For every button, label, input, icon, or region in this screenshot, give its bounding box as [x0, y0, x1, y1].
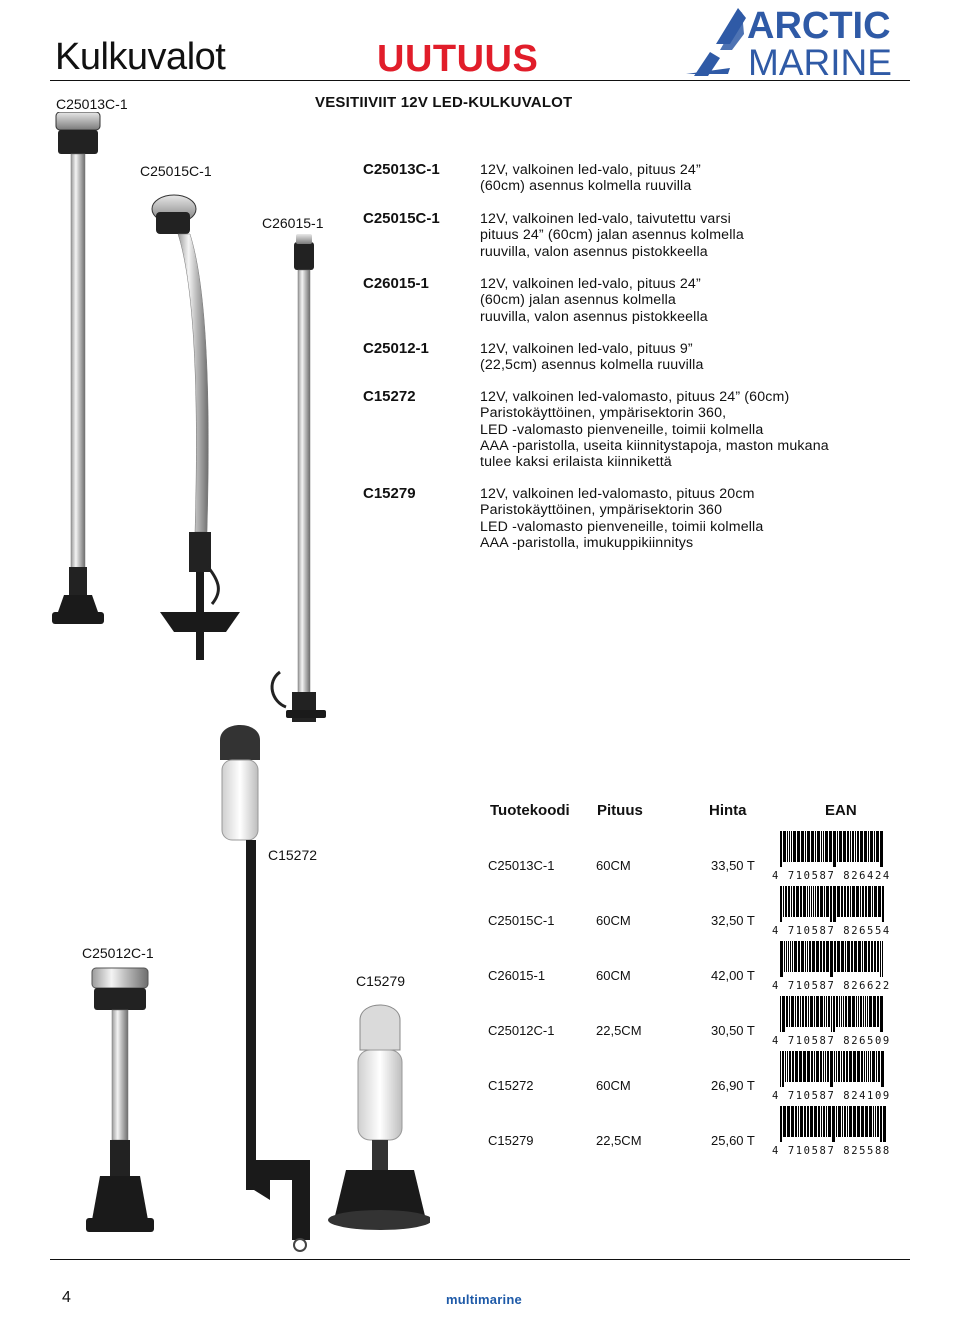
- barcode-bar: [823, 1106, 825, 1137]
- barcode-bar: [787, 1051, 788, 1082]
- barcode-bar: [843, 996, 844, 1027]
- barcode-bar: [841, 886, 843, 917]
- barcode-bar: [834, 1051, 835, 1082]
- barcode-bar: [843, 831, 846, 862]
- barcode-bar: [801, 831, 804, 862]
- barcode-bar: [786, 941, 787, 972]
- barcode-bar: [867, 996, 868, 1027]
- product-description: [480, 341, 704, 374]
- barcode-bar: [846, 1051, 848, 1082]
- barcode-bar: [864, 1051, 865, 1082]
- barcode-bar: [789, 996, 790, 1027]
- ean-barcode-icon: [776, 886, 888, 924]
- barcode-bar: [872, 886, 873, 917]
- barcode-bar: [807, 1051, 810, 1082]
- description-line: LED -valomasto pienveneille, toimii kolmella: [480, 421, 764, 438]
- description-line: (22,5cm) asennus kolmella ruuvilla: [480, 357, 704, 374]
- barcode-bar: [814, 1051, 815, 1082]
- barcode-bar: [818, 1106, 820, 1137]
- barcode-bar: [844, 886, 846, 917]
- barcode-bar: [816, 996, 819, 1027]
- barcode-bar: [830, 941, 833, 977]
- barcode-bar: [807, 831, 810, 862]
- barcode-bar: [844, 1106, 846, 1137]
- ean-number: 4 710587 826554: [772, 925, 891, 937]
- barcode-bar: [798, 941, 800, 972]
- barcode-bar: [861, 1106, 864, 1137]
- description-line: Paristokäyttöinen, ympärisektorin 360: [480, 502, 723, 519]
- short-pole-light-c25012c: [86, 968, 154, 1232]
- barcode-bar: [841, 996, 842, 1027]
- barcode-bar: [785, 886, 787, 917]
- row-price: 42,00 T: [711, 968, 755, 983]
- barcode-bar: [857, 831, 859, 862]
- barcode-bar: [783, 831, 786, 862]
- barcode-bar: [877, 996, 879, 1027]
- description-line: (60cm) jalan asennus kolmella: [480, 292, 676, 309]
- barcode-bar: [804, 1106, 806, 1137]
- barcode-bar: [860, 996, 862, 1027]
- barcode-bar: [836, 1051, 837, 1082]
- ean-number: 4 710587 824109: [772, 1090, 891, 1102]
- barcode-bar: [788, 941, 789, 972]
- barcode-bar: [864, 941, 867, 972]
- barcode-bar: [849, 1051, 852, 1082]
- barcode-bar: [800, 886, 802, 917]
- description-line: ruuvilla, valon asennus pistokkeella: [480, 243, 708, 260]
- barcode-bar: [877, 1106, 879, 1137]
- barcode-bar: [865, 996, 866, 1027]
- new-badge: UUTUUS: [377, 38, 539, 80]
- barcode-bar: [805, 941, 806, 972]
- barcode-bar: [869, 996, 872, 1027]
- row-length: 60CM: [596, 913, 631, 928]
- barcode-bar: [785, 1051, 786, 1082]
- table-header-price: Hinta: [709, 802, 747, 819]
- row-code: C15279: [488, 1133, 534, 1148]
- ean-barcode-icon: [776, 996, 888, 1034]
- row-code: C15272: [488, 1078, 534, 1093]
- barcode-bar: [856, 996, 857, 1027]
- barcode-bar: [808, 996, 809, 1027]
- logo-arctic-text: ARCTIC: [747, 5, 891, 47]
- barcode-bar: [815, 886, 816, 917]
- barcode-bar: [791, 886, 792, 917]
- barcode-bar: [880, 941, 881, 977]
- barcode-bar: [791, 831, 792, 862]
- barcode-bar: [780, 996, 781, 1032]
- barcode-bar: [788, 886, 790, 917]
- barcode-bar: [834, 941, 836, 972]
- barcode-bar: [847, 831, 849, 862]
- barcode-bar: [863, 996, 864, 1027]
- barcode-bar: [807, 941, 808, 972]
- barcode-bar: [882, 941, 883, 977]
- product-description: [480, 162, 701, 195]
- barcode-bar: [793, 886, 795, 917]
- barcode-bar: [871, 941, 873, 972]
- barcode-bar: [789, 1051, 791, 1082]
- description-line: 12V, valkoinen led-valo, pituus 24”: [480, 162, 701, 178]
- barcode-bar: [857, 1106, 860, 1137]
- table-header-ean: EAN: [825, 802, 857, 819]
- image-label-c25013c: C25013C-1: [56, 96, 128, 112]
- sail-icon: [686, 8, 746, 76]
- image-label-c26015: C26015-1: [262, 215, 324, 231]
- row-price: 30,50 T: [711, 1023, 755, 1038]
- barcode-bar: [874, 831, 875, 862]
- barcode-bar: [873, 1106, 874, 1137]
- product-description: [480, 276, 708, 325]
- barcode-bar: [877, 941, 879, 972]
- barcode-bar: [780, 1051, 781, 1087]
- ean-barcode-icon: [776, 941, 888, 979]
- row-length: 60CM: [596, 858, 631, 873]
- header-divider: [50, 80, 910, 81]
- barcode-bar: [838, 1051, 840, 1082]
- barcode-bar: [821, 1106, 822, 1137]
- description-line: 12V, valkoinen led-valo, pituus 24”: [480, 276, 701, 292]
- barcode-bar: [866, 1051, 867, 1082]
- ean-number: 4 710587 826622: [772, 980, 891, 992]
- barcode-bar: [833, 831, 836, 867]
- barcode-bar: [829, 831, 832, 862]
- barcode-bar: [858, 996, 859, 1027]
- barcode-bar: [809, 886, 810, 917]
- barcode-bar: [803, 886, 806, 917]
- ean-number: 4 710587 826509: [772, 1035, 891, 1047]
- barcode-bar: [855, 831, 856, 862]
- barcode-bar: [805, 996, 807, 1027]
- description-line: AAA -paristolla, imukuppikiinnitys: [480, 534, 694, 551]
- barcode-bar: [845, 996, 847, 1027]
- barcode-bar: [797, 831, 800, 862]
- barcode-bar: [796, 886, 799, 917]
- row-price: 33,50 T: [711, 858, 755, 873]
- barcode-bar: [868, 941, 870, 972]
- barcode-bar: [853, 1106, 856, 1137]
- barcode-bar: [882, 886, 884, 922]
- barcode-bar: [823, 941, 825, 972]
- barcode-bar: [864, 831, 867, 862]
- barcode-bar: [874, 941, 876, 972]
- product-description: [480, 389, 829, 470]
- barcode-bar: [861, 1051, 863, 1082]
- barcode-bar: [795, 1051, 798, 1082]
- description-line: 12V, valkoinen led-valomasto, pituus 20cm: [480, 486, 755, 502]
- image-label-c25015c: C25015C-1: [140, 163, 212, 179]
- ean-barcode-icon: [776, 831, 888, 869]
- description-line: LED -valomasto pienveneille, toimii kolmella: [480, 518, 764, 535]
- barcode-bar: [878, 886, 881, 917]
- ean-number: 4 710587 826424: [772, 870, 891, 882]
- barcode-bar: [800, 996, 801, 1027]
- barcode-bar: [803, 1051, 806, 1082]
- description-line: Paristokäyttöinen, ympärisektorin 360,: [480, 405, 727, 422]
- barcode-bar: [826, 886, 829, 917]
- barcode-bar: [820, 1051, 822, 1082]
- barcode-bar: [798, 1106, 799, 1137]
- barcode-bar: [792, 941, 793, 972]
- barcode-bar: [833, 996, 835, 1032]
- row-code: C25015C-1: [488, 913, 555, 928]
- barcode-bar: [820, 941, 822, 972]
- barcode-bar: [872, 1051, 875, 1082]
- product-code: C25013C-1: [363, 161, 440, 178]
- product-images-upper: [40, 112, 340, 732]
- barcode-bar: [848, 996, 851, 1027]
- barcode-bar: [878, 1051, 880, 1082]
- pole-light-c25013c: [52, 112, 104, 624]
- row-length: 60CM: [596, 1078, 631, 1093]
- barcode-bar: [839, 831, 842, 862]
- barcode-bar: [849, 1106, 852, 1137]
- barcode-bar: [815, 831, 816, 862]
- barcode-bar: [845, 941, 846, 972]
- barcode-bar: [837, 941, 840, 972]
- suction-light-c15279: [328, 1005, 430, 1230]
- barcode-bar: [801, 941, 804, 972]
- barcode-bar: [817, 831, 820, 862]
- description-line: (60cm) asennus kolmella ruuvilla: [480, 178, 692, 195]
- barcode-bar: [852, 996, 855, 1027]
- barcode-bar: [795, 996, 796, 1027]
- barcode-bar: [820, 886, 823, 917]
- barcode-bar: [795, 1106, 797, 1137]
- row-length: 60CM: [596, 968, 631, 983]
- barcode-bar: [791, 996, 794, 1027]
- row-price: 26,90 T: [711, 1078, 755, 1093]
- barcode-bar: [857, 1051, 860, 1082]
- barcode-bar: [831, 996, 832, 1032]
- image-label-c15279: C15279: [356, 973, 406, 989]
- product-code: C26015-1: [363, 275, 429, 292]
- barcode-bar: [812, 941, 815, 972]
- product-description: [480, 486, 763, 551]
- description-line: 12V, valkoinen led-valo, taivutettu varsi: [480, 211, 731, 227]
- barcode-bar: [881, 1051, 884, 1087]
- barcode-bar: [854, 941, 857, 972]
- barcode-bar: [833, 886, 836, 922]
- barcode-bar: [805, 831, 806, 862]
- barcode-bar: [780, 1106, 782, 1142]
- barcode-bar: [837, 886, 840, 917]
- barcode-bar: [865, 886, 867, 917]
- image-label-c15272: C15272: [268, 847, 318, 863]
- barcode-bar: [797, 996, 799, 1027]
- row-price: 32,50 T: [711, 913, 755, 928]
- product-code: C15279: [363, 485, 416, 502]
- barcode-bar: [790, 941, 791, 972]
- barcode-bar: [868, 1051, 869, 1082]
- logo-marine-text: MARINE: [748, 42, 892, 80]
- barcode-bar: [811, 831, 814, 862]
- barcode-bar: [843, 1051, 845, 1082]
- barcode-bar: [836, 1106, 837, 1137]
- barcode-bar: [782, 1051, 784, 1087]
- table-header-code: Tuotekoodi: [490, 802, 570, 819]
- barcode-bar: [860, 831, 863, 862]
- product-description: [480, 211, 744, 260]
- barcode-bar: [787, 831, 788, 862]
- barcode-bar: [807, 886, 808, 917]
- barcode-bar: [816, 1051, 819, 1082]
- image-label-c25012c: C25012C-1: [82, 945, 154, 961]
- row-code: C25012C-1: [488, 1023, 555, 1038]
- page-subtitle: VESITIIVIIT 12V LED-KULKUVALOT: [315, 94, 573, 111]
- barcode-bar: [828, 996, 830, 1027]
- barcode-bar: [847, 941, 850, 972]
- product-code: C25015C-1: [363, 210, 440, 227]
- product-code: C25012-1: [363, 340, 429, 357]
- product-images-lower: [70, 720, 430, 1260]
- barcode-bar: [799, 1051, 802, 1082]
- barcode-bar: [851, 941, 853, 972]
- barcode-bar: [784, 941, 785, 972]
- barcode-bar: [826, 1106, 827, 1137]
- barcode-bar: [780, 831, 782, 867]
- barcode-bar: [783, 1106, 786, 1137]
- barcode-bar: [814, 1106, 817, 1137]
- barcode-bar: [841, 941, 844, 972]
- barcode-bar: [860, 886, 861, 917]
- barcode-bar: [828, 1106, 831, 1137]
- barcode-bar: [782, 996, 785, 1032]
- barcode-bar: [839, 996, 840, 1027]
- barcode-bar: [852, 831, 854, 862]
- barcode-bar: [810, 1106, 813, 1137]
- barcode-bar: [791, 1106, 794, 1137]
- barcode-bar: [847, 886, 849, 917]
- barcode-bar: [880, 831, 883, 867]
- barcode-bar: [852, 886, 855, 917]
- barcode-bar: [868, 831, 869, 862]
- barcode-bar: [825, 1051, 826, 1082]
- mast-light-c15272: [220, 725, 310, 1251]
- barcode-bar: [824, 886, 825, 917]
- barcode-bar: [780, 886, 782, 922]
- barcode-bar: [794, 941, 797, 972]
- description-line: ruuvilla, valon asennus pistokkeella: [480, 308, 708, 325]
- barcode-bar: [880, 1106, 882, 1142]
- row-code: C25013C-1: [488, 858, 555, 873]
- barcode-bar: [811, 1051, 813, 1082]
- barcode-bar: [823, 831, 824, 862]
- barcode-bar: [821, 831, 822, 862]
- barcode-bar: [850, 886, 851, 917]
- pole-light-c26015: [272, 234, 326, 722]
- barcode-bar: [814, 996, 815, 1027]
- barcode-bar: [868, 886, 871, 917]
- barcode-bar: [850, 831, 851, 862]
- barcode-bar: [858, 941, 861, 972]
- barcode-bar: [810, 996, 813, 1027]
- barcode-bar: [787, 1106, 790, 1137]
- footer-brand: multimarine: [446, 1292, 522, 1307]
- barcode-bar: [853, 1051, 856, 1082]
- barcode-bar: [802, 996, 804, 1027]
- barcode-bar: [873, 996, 876, 1027]
- barcode-bar: [837, 831, 838, 862]
- barcode-bar: [816, 941, 819, 972]
- barcode-bar: [876, 831, 879, 862]
- ean-number: 4 710587 825588: [772, 1145, 891, 1157]
- barcode-bar: [874, 886, 877, 917]
- description-line: 12V, valkoinen led-valo, pituus 9”: [480, 341, 693, 357]
- footer-divider: [50, 1259, 910, 1260]
- table-header-length: Pituus: [597, 802, 643, 819]
- row-price: 25,60 T: [711, 1133, 755, 1148]
- product-code: C15272: [363, 388, 416, 405]
- barcode-bar: [830, 886, 832, 922]
- barcode-bar: [826, 941, 829, 972]
- page-number: 4: [62, 1289, 71, 1306]
- bent-pole-light-c25015c: [152, 195, 240, 660]
- barcode-bar: [793, 831, 796, 862]
- description-line: pituus 24” (60cm) jalan asennus kolmella: [480, 227, 744, 244]
- barcode-bar: [832, 1106, 835, 1142]
- description-line: AAA -paristolla, useita kiinnitystapoja, maston mukana: [480, 437, 829, 454]
- barcode-bar: [813, 886, 814, 917]
- row-code: C26015-1: [488, 968, 546, 983]
- barcode-bar: [841, 1051, 842, 1082]
- barcode-bar: [870, 1051, 871, 1082]
- description-line: 12V, valkoinen led-valomasto, pituus 24” (60cm): [480, 389, 790, 405]
- barcode-bar: [800, 1106, 803, 1137]
- barcode-bar: [826, 996, 827, 1027]
- barcode-bar: [862, 886, 864, 917]
- barcode-bar: [880, 996, 883, 1032]
- barcode-bar: [870, 831, 873, 862]
- row-length: 22,5CM: [596, 1133, 642, 1148]
- barcode-bar: [830, 1051, 833, 1087]
- arctic-marine-logo: [680, 4, 905, 80]
- barcode-bar: [789, 831, 790, 862]
- barcode-bar: [847, 1106, 848, 1137]
- barcode-bar: [836, 996, 838, 1027]
- barcode-bar: [817, 886, 819, 917]
- barcode-bar: [811, 886, 812, 917]
- ean-barcode-icon: [776, 1051, 888, 1089]
- barcode-bar: [792, 1051, 794, 1082]
- barcode-bar: [875, 1106, 876, 1137]
- barcode-bar: [807, 1106, 809, 1137]
- ean-barcode-icon: [776, 1106, 888, 1144]
- barcode-bar: [838, 1106, 841, 1137]
- description-line: tulee kaksi erilaista kiinnikettä: [480, 454, 672, 471]
- barcode-bar: [809, 941, 811, 972]
- barcode-bar: [786, 996, 788, 1027]
- barcode-bar: [842, 1106, 843, 1137]
- barcode-bar: [824, 996, 825, 1027]
- barcode-bar: [865, 1106, 868, 1137]
- page-title: Kulkuvalot: [55, 36, 226, 78]
- barcode-bar: [823, 1051, 824, 1082]
- barcode-bar: [827, 1051, 829, 1082]
- barcode-bar: [780, 941, 783, 977]
- barcode-bar: [783, 886, 784, 917]
- barcode-bar: [856, 886, 859, 917]
- barcode-bar: [876, 1051, 877, 1082]
- barcode-bar: [862, 941, 863, 972]
- barcode-bar: [883, 1106, 886, 1142]
- row-length: 22,5CM: [596, 1023, 642, 1038]
- barcode-bar: [825, 831, 828, 862]
- barcode-bar: [820, 996, 823, 1027]
- barcode-bar: [869, 1106, 872, 1137]
